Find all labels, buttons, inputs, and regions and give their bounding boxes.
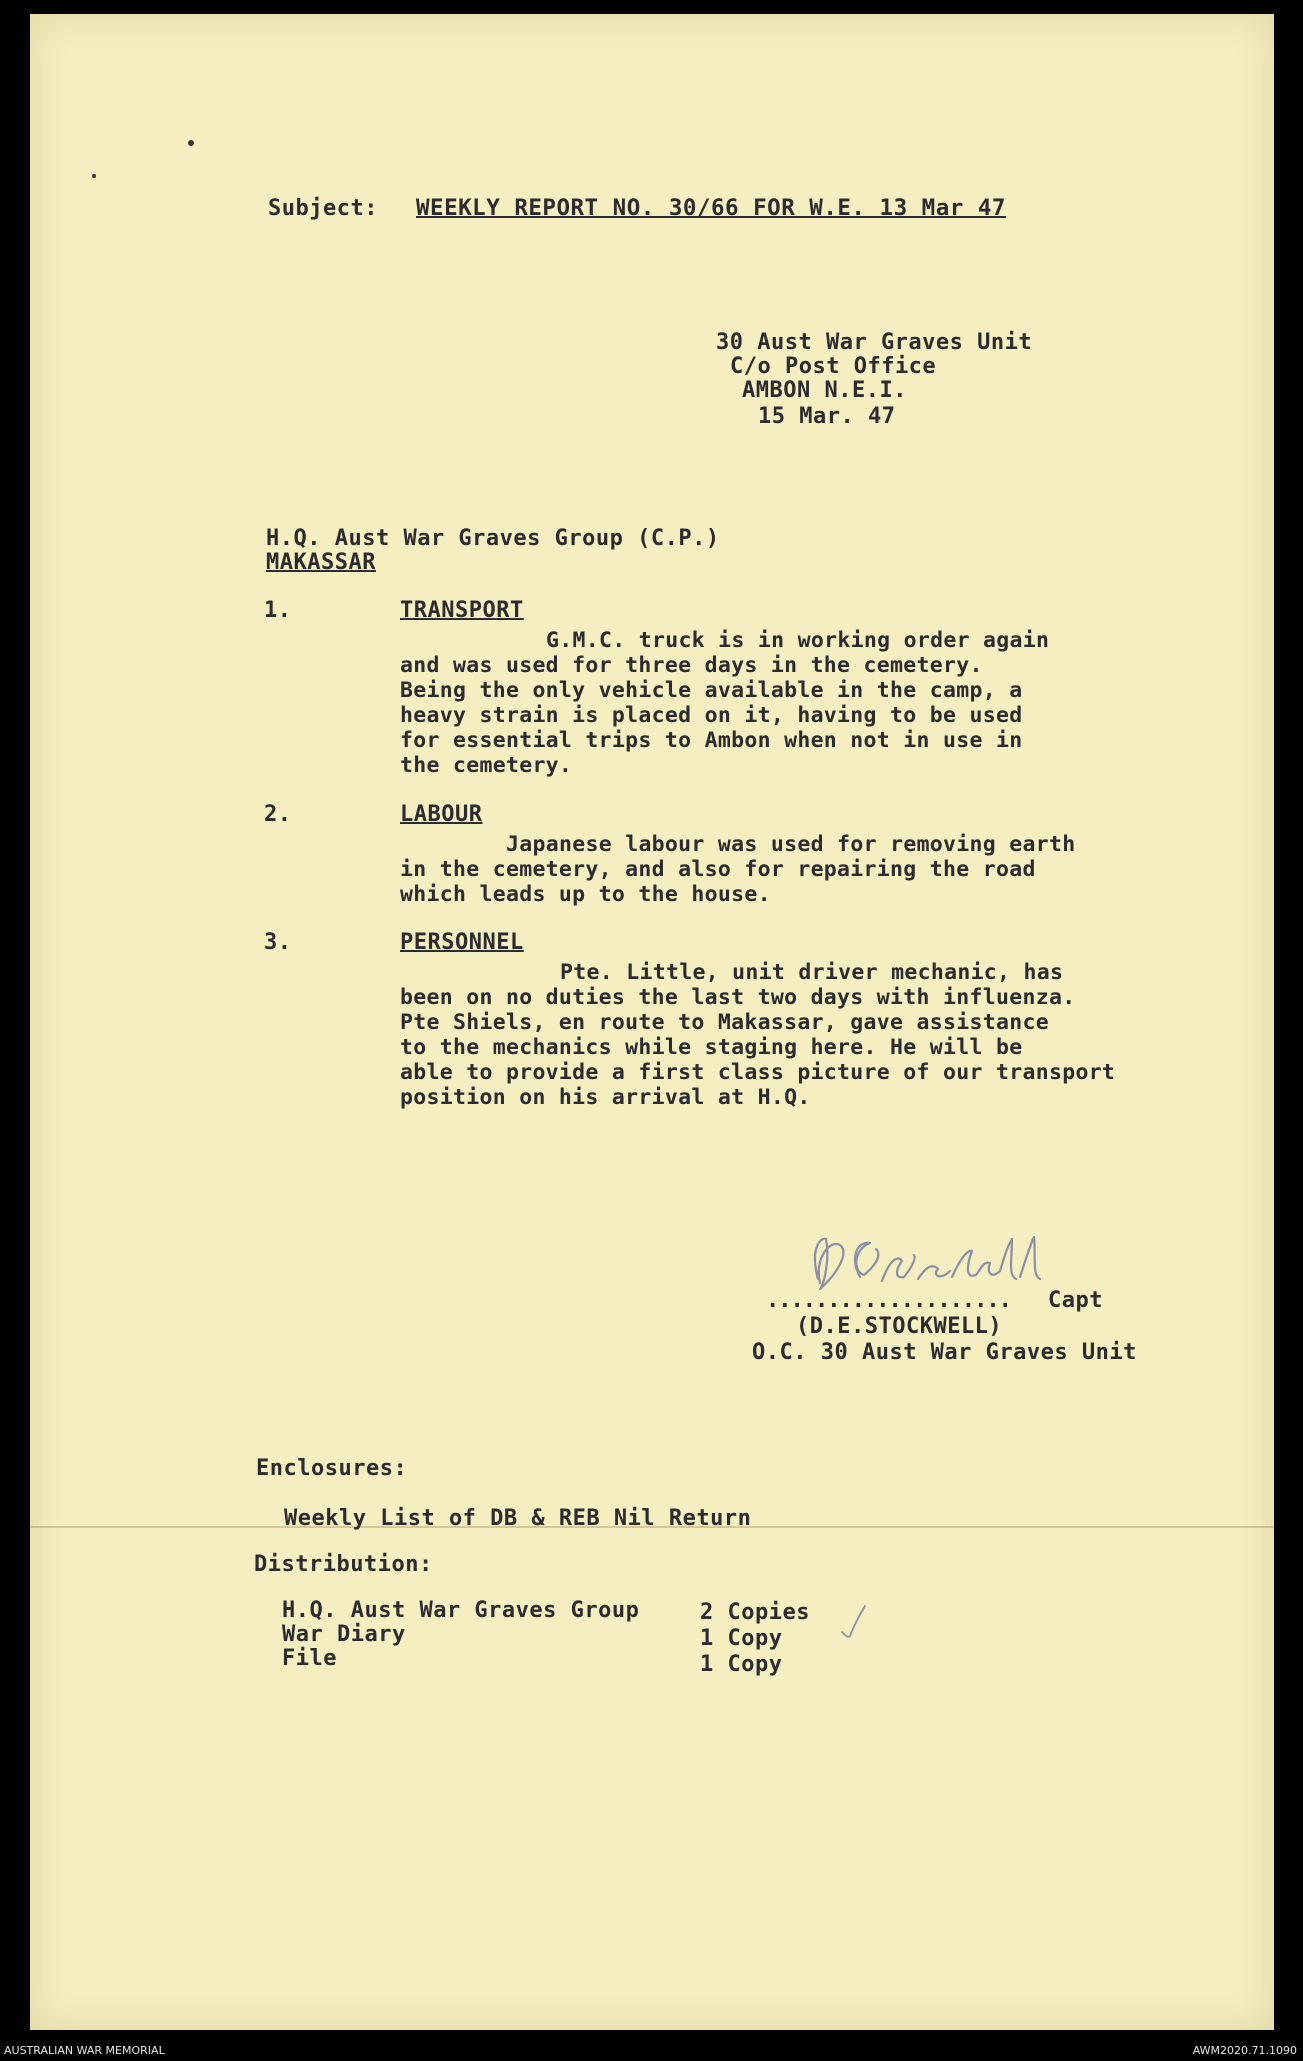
signatory-rank: Capt [1048, 1288, 1103, 1313]
letter-date: 15 Mar. 47 [758, 404, 896, 429]
section-body-personnel: Pte. Little, unit driver mechanic, has been on no duties the last two days with influenza. Pte Shiels, en route to Makassar, gave assistance to the mechanics while staging here. He will be able to provide a first class picture of our transport position on his arrival at H.Q. [400, 960, 1116, 1110]
signature-dots: .................... [766, 1288, 1011, 1313]
subject-label: Subject: [268, 196, 378, 221]
distribution-copies: 2 Copies [700, 1600, 810, 1625]
section-body-transport: G.M.C. truck is in working order again and was used for three days in the cemetery. Being the only vehicle available in the camp, a heavy strain is placed on it, having to be used for essential trips to Ambon when not in use in the cemetery. [400, 628, 1050, 778]
subject-text: WEEKLY REPORT NO. 30/66 FOR W.E. 13 Mar 47 [416, 195, 1006, 221]
enclosures-label: Enclosures: [256, 1456, 408, 1481]
check-mark-icon [838, 1602, 868, 1642]
section-number: 1. [264, 598, 292, 623]
distribution-recipient: War Diary [282, 1622, 406, 1647]
recipient-line2: MAKASSAR [266, 550, 376, 575]
distribution-recipient: File [282, 1646, 337, 1671]
sender-post-office: C/o Post Office [730, 354, 937, 379]
section-number: 2. [264, 802, 292, 827]
footer-archive-name: AUSTRALIAN WAR MEMORIAL [4, 2044, 165, 2057]
section-heading-personnel: PERSONNEL [400, 930, 524, 955]
punch-mark [92, 174, 96, 178]
section-heading-transport: TRANSPORT [400, 598, 524, 623]
signatory-name: (D.E.STOCKWELL) [796, 1314, 1003, 1339]
footer-accession-number: AWM2020.71.1090 [1192, 2044, 1297, 2057]
distribution-copies: 1 Copy [700, 1626, 783, 1651]
document-page [30, 14, 1274, 2030]
recipient-line1: H.Q. Aust War Graves Group (C.P.) [266, 526, 720, 551]
enclosures-item: Weekly List of DB & REB Nil Return [284, 1506, 752, 1531]
distribution-label: Distribution: [254, 1552, 433, 1577]
section-heading-labour: LABOUR [400, 802, 483, 827]
sender-location: AMBON N.E.I. [742, 378, 907, 403]
distribution-recipient: H.Q. Aust War Graves Group [282, 1598, 640, 1623]
sender-unit: 30 Aust War Graves Unit [716, 330, 1033, 355]
signatory-title: O.C. 30 Aust War Graves Unit [752, 1340, 1137, 1365]
section-number: 3. [264, 930, 292, 955]
distribution-copies: 1 Copy [700, 1652, 783, 1677]
punch-mark [188, 140, 194, 146]
section-body-labour: Japanese labour was used for removing earth in the cemetery, and also for repairing the road which leads up to the house. [400, 832, 1076, 907]
